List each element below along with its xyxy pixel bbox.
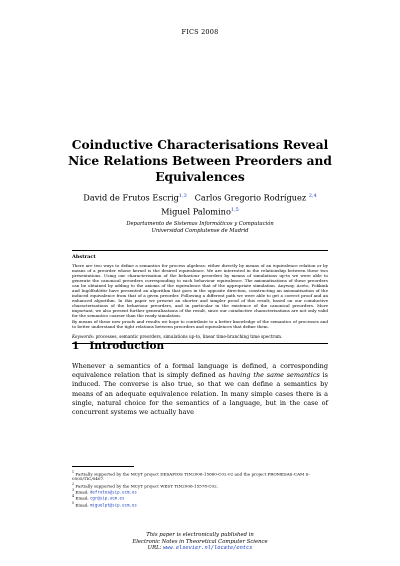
affiliation-department: Departamento de Sistemas Informáticos y Computación <box>126 221 274 227</box>
footnote-email-label: Email: <box>75 495 90 501</box>
section-title: Introduction <box>89 340 165 352</box>
abstract-text <box>72 263 328 329</box>
author-name: Carlos Gregorio Rodríguez <box>194 192 307 203</box>
publication-footer <box>60 532 340 552</box>
footnotes <box>72 470 328 507</box>
running-header: FICS 2008 <box>181 28 219 36</box>
paper-title: Coinductive Characterisations Reveal Nice Relations Between Preorders and Equivalences <box>68 138 332 184</box>
section-heading <box>72 340 164 352</box>
author-footnote-marks[interactable]: 1,3 <box>178 193 187 199</box>
footnote-email-label: Email: <box>75 489 90 495</box>
footnote-email-label: Email: <box>75 502 90 508</box>
author-list <box>60 190 340 217</box>
footnote-mark: 4 <box>72 494 75 499</box>
abstract-box <box>72 250 328 344</box>
intro-text: Whenever a semantics of a formal language is defined, a corresponding equivalence relation that is simply defined as <box>72 362 328 380</box>
author-footnote-marks[interactable]: 2,4 <box>308 193 317 199</box>
intro-emphasis: having the same semantics <box>228 371 320 380</box>
affiliation <box>60 221 340 235</box>
footer-url-line <box>60 545 340 552</box>
email-link[interactable]: defrutos@sip.ucm.es <box>89 489 137 495</box>
section-number: 1 <box>72 340 80 352</box>
footnote <box>72 501 328 507</box>
author-name: David de Frutos Escrig <box>83 192 179 203</box>
author-footnote-marks[interactable]: 1,5 <box>230 206 239 213</box>
footnote-rule <box>72 466 134 467</box>
journal-url-link[interactable]: www.elsevier.nl/locate/entcs <box>163 545 253 551</box>
affiliation-university: Universidad Complutense de Madrid <box>151 228 249 234</box>
abstract-paragraph: There are two ways to define a semantics for process algebras: either directly by means of an equivalence relation or by means of a preorder whose kernel is the desired equivalence. We are interested in the relationship between these two presentations. Using our characterisation of the behaviour preorders by means of simulations up-to we were able to generate the canonical preorders corresponding to each behaviour equivalence. The axiomatisations of these preorders can be obtained by adding to the axioms of the equivalence that of the appropriate simulation. Anyway, Aceto, Fokkink and Ingólfsdóttir have presented an algorithm that goes in the opposite direction, constructing an axiomatisation of the induced equivalence from that of a given preorder. Following a different path we were able to get a correct proof and an enhanced algorithm. In this paper we present an shorter and simpler proof of this result, based on our coinductive characterisations of the behaviour preorders, and in particular in the existence of the canonical preorders. More important, we also present further generalizations of the result, since our coinductive characterisations are not only valid for the semantics coarser than the ready simulation. <box>72 263 328 319</box>
intro-text: is induced. The converse is also true, so that we can define a semantics by means of an adequate equivalence relation. In many simple cases there is a single, natural choice for the semantics of a language, but in the case of concurrent systems we actually have <box>72 371 328 417</box>
footnote-mark: 1 <box>72 470 75 474</box>
keywords-label: Keywords: <box>72 333 95 339</box>
footnote-mark: 3 <box>72 488 75 492</box>
keywords <box>72 334 328 339</box>
email-link[interactable]: miguelpt@sip.ucm.es <box>89 502 137 508</box>
abstract-heading: Abstract <box>72 254 96 260</box>
abstract-paragraph: By means of these new proofs and results we hope to contribute to a better knowledge of the semantics of processes and to better understand the tight relations between preorders and equivalences that define them. <box>72 318 328 329</box>
footer-line: This paper is electronically published in <box>146 532 254 538</box>
footnote-mark: 5 <box>72 500 75 505</box>
footnote <box>72 470 328 482</box>
author-name: Miguel Palomino <box>161 206 231 217</box>
url-label: URL: <box>147 545 164 551</box>
footnote-text: Partially supported by the MCyT project DESAFIOS TIN2006-15660-C02-02 and the project PROMESAS-CAM S-0505/TIC/0407. <box>72 471 310 482</box>
intro-paragraph <box>72 362 328 417</box>
footer-journal: Electronic Notes in Theoretical Computer Science <box>132 538 268 545</box>
email-link[interactable]: cgr@sip.ucm.es <box>89 495 125 501</box>
footnote-mark: 2 <box>72 481 75 486</box>
keywords-list: processes, semantic preorders, simulations up-to, linear time-branching time spectrum. <box>95 333 283 339</box>
footnote-text: Partially supported by the MCyT project WEST TIN2006-15578-C02. <box>75 482 219 488</box>
